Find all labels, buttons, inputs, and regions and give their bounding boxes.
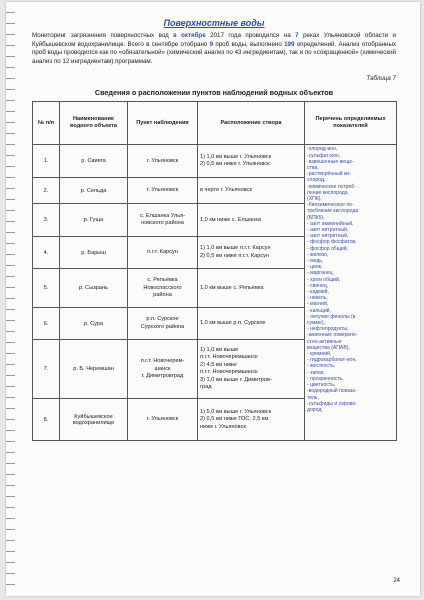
site-location-line: 1) 1,0 км выше г. Ульяновск bbox=[200, 153, 272, 160]
site-location bbox=[198, 269, 305, 308]
site-location bbox=[198, 308, 305, 340]
observation-point bbox=[128, 399, 198, 441]
indicator-item: - нефтепродукты, bbox=[307, 326, 349, 333]
indicator-item: тель, bbox=[307, 394, 319, 401]
intro-text-1: Мониторинг загрязнения поверхностных вод в bbox=[32, 32, 182, 39]
row-number: 6. bbox=[33, 308, 60, 340]
observation-point bbox=[128, 145, 198, 178]
section-title: Поверхностные воды bbox=[163, 18, 265, 28]
indicator-item: ление кислорода bbox=[307, 189, 348, 196]
indicator-item: - медь, bbox=[307, 258, 324, 265]
col-header-point: Пункт наблюдения bbox=[128, 102, 198, 145]
site-location bbox=[198, 399, 305, 441]
indicator-item: - цветность, bbox=[307, 382, 336, 389]
binder-edge bbox=[6, 2, 20, 596]
monitoring-points-table bbox=[32, 101, 397, 441]
observation-point-line: района bbox=[153, 292, 172, 299]
water-body-name: р. Барыш bbox=[60, 237, 128, 269]
observation-point-line: Сурского района bbox=[140, 323, 185, 330]
indicator-item: ства, bbox=[307, 164, 319, 171]
table-body bbox=[33, 145, 397, 441]
row-number: 3. bbox=[33, 204, 60, 237]
observation-point bbox=[128, 237, 198, 269]
site-location bbox=[198, 204, 305, 237]
site-location bbox=[198, 145, 305, 178]
table-number: Таблица 7 bbox=[366, 75, 396, 83]
site-location-line: 2) 4,5 км ниже bbox=[200, 361, 237, 368]
site-location bbox=[198, 340, 305, 399]
indicator-item: - летучие фенолы (в bbox=[307, 313, 356, 320]
page-number: 24 bbox=[393, 578, 400, 584]
site-location-line: 2) 0,5 км ниже ГОС; 2,5 км bbox=[200, 416, 269, 423]
intro-rivers-count: 7 bbox=[295, 32, 299, 39]
row-number: 4. bbox=[33, 237, 60, 269]
table-header-row bbox=[33, 102, 397, 145]
indicator-item: - азот нитратный, bbox=[307, 227, 349, 234]
site-location-line: град bbox=[200, 384, 212, 391]
observation-point-line: г. Ульяновск bbox=[146, 157, 179, 164]
observation-point-line: п.г.т. Карсун bbox=[147, 249, 178, 256]
indicator-item: слород, bbox=[307, 177, 326, 184]
document-page bbox=[6, 2, 420, 596]
observation-point bbox=[128, 178, 198, 204]
site-location-line: 3) 1,0 км выше г. Димитров- bbox=[200, 376, 272, 383]
observation-point-line: с. Репьёвка bbox=[147, 277, 178, 284]
observation-point-line: р.п. Сурское bbox=[146, 316, 179, 323]
site-location-line: в черте г. Ульяновск bbox=[200, 187, 252, 194]
indicator-item: - фосфор общий, bbox=[307, 245, 349, 252]
indicator-item: - азот аммонийный, bbox=[307, 220, 354, 227]
row-number: 7. bbox=[33, 340, 60, 399]
col-header-num: № п/п bbox=[33, 102, 60, 145]
intro-samples: 9 bbox=[209, 40, 214, 48]
intro-text-5: определений. Анализ отобранных проб воды проводился как по «обязательной» (химический анализ по 43 ингредиентам), так и по «сокращенной» (химический анализ по 12 ингредиентам) программам. bbox=[32, 40, 397, 65]
indicator-item: - азот нитритный, bbox=[307, 233, 349, 240]
indicator-item: (БПК5), bbox=[307, 214, 325, 221]
observation-point-line: п.г.т. Новочерем- bbox=[140, 358, 185, 365]
indicator-item: - кадмий, bbox=[307, 289, 329, 296]
site-location-line: п.г.т. Новочеремшанск bbox=[200, 354, 258, 361]
row-number: 1. bbox=[33, 145, 60, 178]
water-body-name: р. Сызрань bbox=[60, 269, 128, 308]
intro-paragraph bbox=[32, 32, 396, 66]
intro-text-4: проб воды, выполнено bbox=[213, 40, 285, 48]
intro-text-3: реках Ульяновской области и Куйбышевском водохранилище. Всего в сентябре отобрано bbox=[32, 32, 397, 48]
page-content bbox=[32, 10, 396, 441]
indicator-item: (ХПК), bbox=[307, 196, 322, 202]
observation-point bbox=[128, 269, 198, 308]
indicator-item: сумме), bbox=[307, 320, 325, 327]
site-location-line: 1,0 км выше с. Репьёвка bbox=[200, 284, 264, 291]
indicator-item: - запах, bbox=[307, 369, 325, 376]
indicator-item: - прозрачность, bbox=[307, 375, 344, 382]
indicator-item: -химическое потреб- bbox=[307, 183, 356, 190]
indicator-item: - кремний, bbox=[307, 351, 332, 358]
observation-point-line: шанск bbox=[154, 365, 171, 372]
water-body-name: р. Сельда bbox=[60, 178, 128, 204]
indicator-item: - хром общий, bbox=[307, 276, 341, 283]
col-header-indicators: Перечень определяемых показателей bbox=[305, 102, 397, 145]
observation-point bbox=[128, 204, 198, 237]
row-number: 5. bbox=[33, 269, 60, 308]
site-location-line: 2) 0,5 км ниже г. Ульяновск bbox=[200, 161, 270, 168]
intro-determinations: 199 bbox=[284, 40, 295, 48]
site-location-line: 1) 5,0 км выше г. Ульяновск bbox=[200, 408, 272, 415]
site-location bbox=[198, 178, 305, 204]
water-body-name: р. Свияга bbox=[60, 145, 128, 178]
indicator-item: - никель, bbox=[307, 295, 328, 302]
observation-point-line: новского района bbox=[141, 220, 184, 227]
indicator-item: дород. bbox=[307, 406, 323, 413]
indicator-item: -взвешенные веще- bbox=[307, 158, 354, 165]
row-number: 2. bbox=[33, 178, 60, 204]
indicator-item: - железо, bbox=[307, 251, 329, 258]
site-location-line: 2) 0,5 км ниже п.г.т. Карсун bbox=[200, 252, 270, 259]
observation-point-line: г. Ульяновск bbox=[146, 416, 179, 423]
intro-text-2: 2017 года проводился на bbox=[205, 32, 296, 39]
indicator-item: -сульфат-ион, bbox=[307, 152, 341, 159]
indicator-item: - цинк, bbox=[307, 264, 323, 271]
observation-point bbox=[128, 308, 198, 340]
indicator-item: - свинец, bbox=[307, 282, 329, 289]
indicator-item: -растворённый ки- bbox=[307, 171, 351, 178]
indicator-item: вещества (АПАВ), bbox=[307, 344, 350, 351]
row-number: 8. bbox=[33, 399, 60, 441]
indicator-item: требление кислорода bbox=[307, 208, 359, 215]
site-location-line: 1,0 км ниже с. Елшанка bbox=[200, 216, 262, 223]
observation-point-line: г. Димитровград bbox=[141, 373, 184, 380]
water-body-name: р. Гуща bbox=[60, 204, 128, 237]
site-location-line: 1) 1,0 км выше bbox=[200, 346, 239, 353]
indicator-item: - жесткость, bbox=[307, 363, 336, 370]
observation-point-line: Новоспасского bbox=[143, 284, 182, 291]
table-title: Сведения о расположении пунктов наблюдений водных объектов bbox=[94, 88, 334, 98]
indicator-item: - магний, bbox=[307, 301, 329, 308]
site-location bbox=[198, 237, 305, 269]
indicator-item: -хлорид-ион, bbox=[307, 146, 338, 153]
observation-point-line: с. Елшанка Улья- bbox=[139, 212, 186, 219]
indicator-item: - кальций, bbox=[307, 307, 331, 314]
indicator-item: -сульфиды и серово- bbox=[307, 400, 357, 407]
indicator-item: - фосфор фосфатов, bbox=[307, 239, 357, 246]
water-body-name: Куйбышевское водохранилище bbox=[60, 399, 128, 441]
site-location-line: 1) 1,0 км выше п.г.т. Карсун bbox=[200, 245, 271, 252]
indicator-item: -водородный показа- bbox=[307, 388, 357, 395]
col-header-location: Расположение створа bbox=[198, 102, 305, 145]
indicator-item: - гидрокарбонат-ион, bbox=[307, 357, 357, 364]
indicator-item: -биохимическое по- bbox=[307, 202, 354, 209]
indicator-item: -анионные поверхно- bbox=[307, 332, 358, 339]
indicator-item: стно-активные bbox=[307, 338, 342, 345]
water-body-name: р. Сура bbox=[60, 308, 128, 340]
col-header-name: Наименование водного объекта bbox=[60, 102, 128, 145]
water-body-name: р. Б. Черемшан bbox=[60, 340, 128, 399]
indicator-item: - марганец, bbox=[307, 270, 334, 277]
observation-point-line: г. Ульяновск bbox=[146, 187, 179, 194]
site-location-line: 1,0 км выше р.п. Сурское bbox=[200, 320, 266, 327]
table-row bbox=[33, 145, 397, 178]
intro-month: октябре bbox=[181, 32, 206, 39]
indicators-list bbox=[305, 145, 397, 441]
observation-point bbox=[128, 340, 198, 399]
site-location-line: п.г.т. Новочеремшанск bbox=[200, 369, 258, 376]
site-location-line: ниже г. Ульяновск bbox=[200, 423, 246, 430]
